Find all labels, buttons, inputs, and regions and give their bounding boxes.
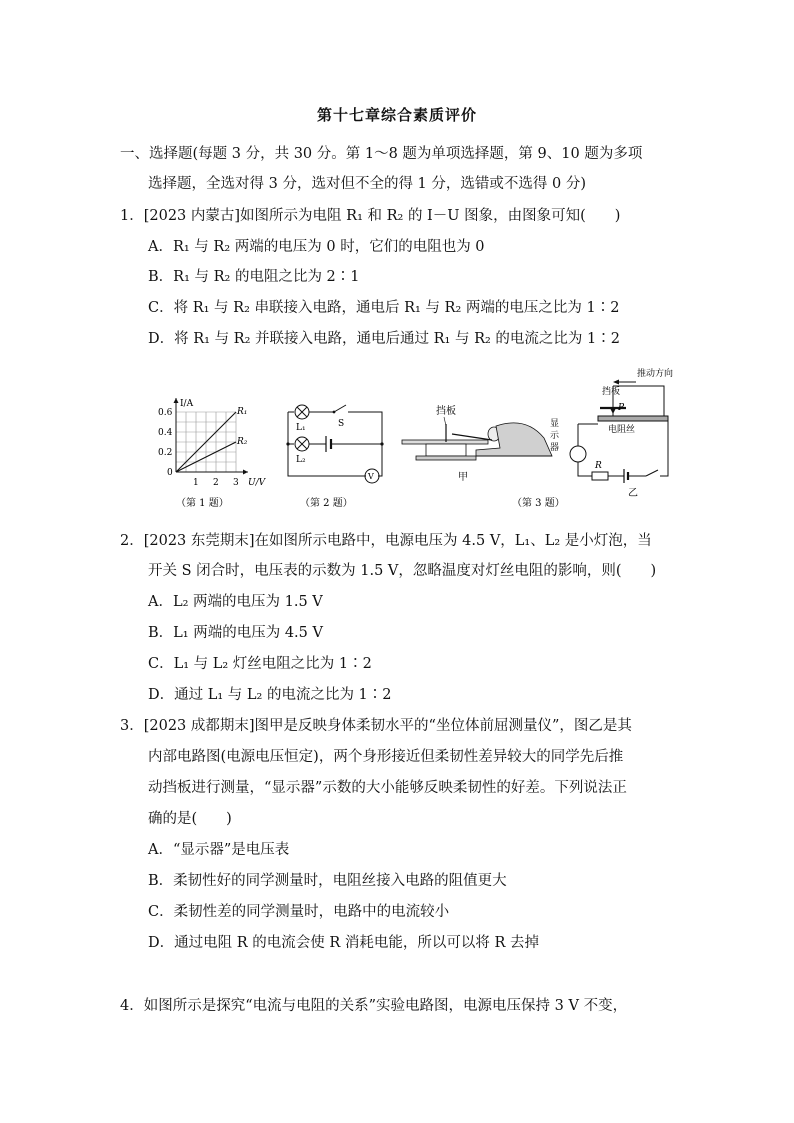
q3-stem-line-3: 动挡板进行测量，“显示器”示数的大小能够反映柔韧性的好差。下列说法正	[148, 780, 627, 796]
fig3-display-label: 器	[550, 443, 560, 453]
fig1-x-tick: 1	[193, 478, 199, 488]
fig2-label-l2: L₂	[296, 455, 306, 465]
section-header-line-2: 选择题，全选对得 3 分，选对但不全的得 1 分，选错或不选得 0 分)	[148, 176, 586, 192]
fig3-jia-baffle-label: 挡板	[436, 406, 456, 417]
fig1-line-label-r2: R₂	[237, 437, 248, 447]
q2-stem-line-1: 2．[2023 东莞期末]在如图所示电路中，电源电压为 4.5 V，L₁、L₂ 是小灯泡，当	[120, 533, 652, 549]
fig3-wire-label: 电阻丝	[608, 425, 636, 435]
fig1-y-tick: 0.4	[158, 428, 173, 438]
q3-option-c: C．柔韧性差的同学测量时，电路中的电流较小	[148, 904, 450, 920]
figures-svg	[140, 364, 680, 514]
q2-stem-line-2: 开关 S 闭合时，电压表的示数为 1.5 V，忽略温度对灯丝电阻的影响，则( )	[148, 563, 657, 579]
fig1-y-tick: 0.2	[158, 448, 173, 458]
fig2-label-v: V	[368, 472, 374, 481]
fig3-display-label: 示	[550, 431, 560, 441]
fig3-yi-caption: 乙	[628, 488, 638, 499]
fig2-caption: （第 2 题）	[300, 498, 353, 509]
q2-option-d: D．通过 L₁ 与 L₂ 的电流之比为 1∶2	[148, 687, 392, 703]
fig2-node	[380, 442, 383, 445]
fig2-label-s: S	[338, 419, 345, 429]
fig1-line-label-r1: R₁	[237, 407, 248, 417]
fig3-jia-caption: 甲	[458, 472, 468, 483]
q1-option-b: B．R₁ 与 R₂ 的电阻之比为 2∶1	[148, 269, 360, 285]
q3-option-d: D．通过电阻 R 的电流会使 R 消耗电能，所以可以将 R 去掉	[148, 935, 540, 951]
fig2-switch-pivot	[333, 411, 336, 414]
q1-option-c: C．将 R₁ 与 R₂ 串联接入电路，通电后 R₁ 与 R₂ 两端的电压之比为 1∶2	[148, 300, 620, 316]
fig3-baffle-label: 挡板	[602, 387, 621, 397]
q2-option-c: C．L₁ 与 L₂ 灯丝电阻之比为 1∶2	[148, 656, 372, 672]
fig3-display-label: 显	[550, 419, 560, 429]
chapter-title: 第十七章综合素质评价	[316, 106, 477, 124]
q1-option-d: D．将 R₁ 与 R₂ 并联接入电路，通电后通过 R₁ 与 R₂ 的电流之比为 1∶2	[148, 331, 620, 347]
fig3-person-arm	[452, 434, 492, 440]
fig1-x-tick: 2	[213, 478, 219, 488]
fig3-caption: （第 3 题）	[512, 498, 565, 509]
q3-stem-line-2: 内部电路图(电源电压恒定)，两个身形接近但柔韧性差异较大的同学先后推	[148, 749, 624, 765]
q4-stem: 4．如图所示是探究“电流与电阻的关系”实验电路图，电源电压保持 3 V 不变，	[120, 998, 628, 1014]
q3-stem-line-4: 确的是( )	[148, 811, 232, 827]
fig2-label-l1: L₁	[296, 423, 306, 433]
fig2-node	[286, 442, 289, 445]
fig1-x-label: U/V	[248, 478, 266, 488]
q2-option-b: B．L₁ 两端的电压为 4.5 V	[148, 625, 323, 641]
fig3-jia-device	[402, 423, 552, 460]
section-header-line-1: 一、选择题(每题 3 分，共 30 分。第 1～8 题为单项选择题，第 9、10 题为多项	[120, 146, 643, 162]
fig1-x-tick: 3	[233, 478, 239, 488]
fig3-r-label: R	[595, 461, 602, 471]
fig3-jia-leader	[444, 417, 446, 426]
q2-option-a: A．L₂ 两端的电压为 1.5 V	[148, 594, 323, 610]
fig1-caption: （第 1 题）	[176, 498, 229, 509]
q3-stem-line-1: 3．[2023 成都期末]图甲是反映身体柔韧水平的“坐位体前屈测量仪”，图乙是其	[120, 718, 632, 734]
fig3-p-label: P	[618, 403, 625, 413]
q1-option-a: A．R₁ 与 R₂ 两端的电压为 0 时，它们的电阻也为 0	[148, 239, 485, 255]
q1-stem: 1．[2023 内蒙古]如图所示为电阻 R₁ 和 R₂ 的 I－U 图象，由图象可知( )	[120, 208, 621, 224]
figures-row	[140, 364, 680, 514]
q3-option-b: B．柔韧性好的同学测量时，电阻丝接入电路的阻值更大	[148, 873, 507, 889]
fig3-slider-arrow	[610, 408, 616, 414]
fig1-graph	[158, 398, 267, 509]
fig3-push-label: 推动方向	[637, 369, 674, 379]
q3-option-a: A．“显示器”是电压表	[148, 842, 290, 858]
fig3-push-arrowhead	[613, 380, 619, 385]
fig1-y-label: I/A	[180, 399, 194, 409]
fig1-y-tick: 0	[167, 468, 173, 478]
fig1-y-tick: 0.6	[158, 408, 173, 418]
